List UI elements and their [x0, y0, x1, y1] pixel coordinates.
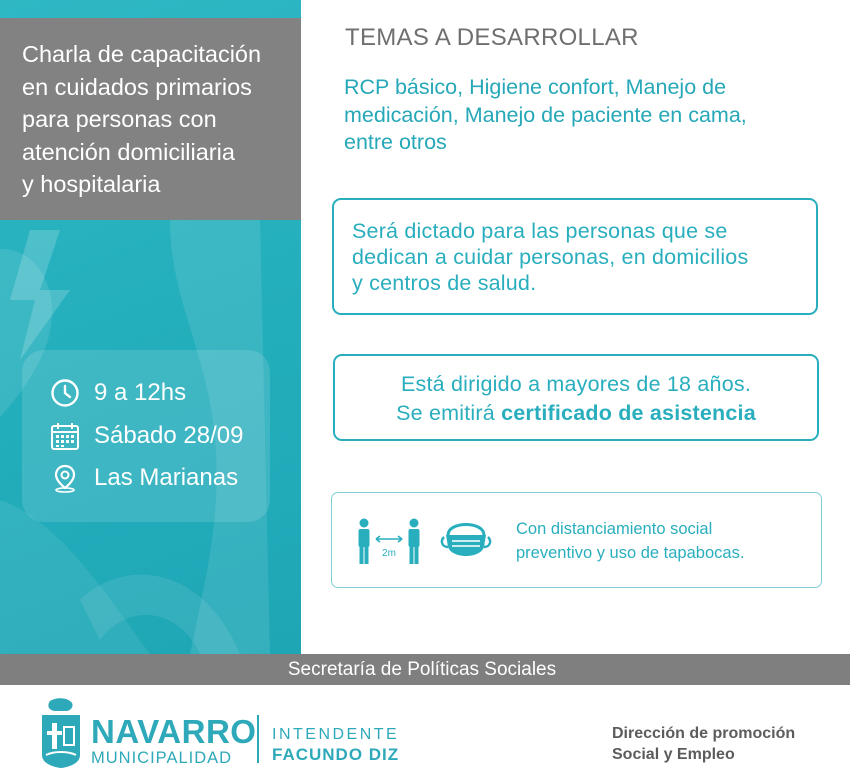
- audience-line: Será dictado para las personas que se: [352, 219, 728, 243]
- event-title-line: y hospitalaria: [22, 171, 161, 197]
- event-title-line: Charla de capacitación: [22, 41, 262, 67]
- requirements-certificate: [335, 399, 817, 428]
- event-time: [50, 378, 186, 408]
- safety-line: Con distanciamiento social: [516, 520, 713, 538]
- clock-icon: [50, 378, 80, 408]
- footer: [0, 685, 850, 768]
- topics-list: [344, 74, 747, 157]
- event-time-text: 9 a 12hs: [94, 379, 187, 406]
- safety-box: [331, 492, 822, 588]
- secretaria-band: Secretaría de Políticas Sociales: [0, 654, 850, 685]
- footer-divider: [257, 715, 259, 763]
- safety-message: [516, 517, 744, 565]
- certificate-prefix: Se emitirá: [396, 401, 502, 425]
- distance-label: 2m: [382, 548, 396, 559]
- brand-subtitle: MUNICIPALIDAD: [91, 749, 233, 767]
- event-location: [50, 463, 238, 493]
- event-title-line: para personas con: [22, 106, 217, 132]
- brand-name: NAVARRO: [91, 713, 257, 750]
- audience-line: y centros de salud.: [352, 271, 537, 295]
- direccion-name: [612, 723, 795, 765]
- map-pin-icon: [50, 463, 80, 493]
- intendente-label: INTENDENTE: [272, 726, 400, 743]
- intendente-name: FACUNDO DIZ: [272, 745, 400, 764]
- event-title: [0, 18, 301, 220]
- event-panel: [0, 0, 301, 654]
- event-title-line: atención domiciliaria: [22, 138, 235, 165]
- topics-line: medicación, Manejo de paciente en cama,: [344, 102, 747, 127]
- topics-line: RCP básico, Higiene confort, Manejo de: [344, 75, 727, 99]
- certificate-emphasis: certificado de asistencia: [501, 401, 756, 425]
- event-location-text: Las Marianas: [94, 464, 239, 491]
- calendar-icon: [50, 421, 80, 451]
- topics-heading: TEMAS A DESARROLLAR: [345, 24, 639, 51]
- requirements-box: [333, 354, 819, 441]
- requirements-age: Está dirigido a mayores de 18 años.: [400, 372, 751, 396]
- event-date-text: Sábado 28/09: [94, 422, 244, 449]
- event-title-line: en cuidados primarios: [22, 73, 252, 100]
- face-mask-icon: [440, 513, 492, 565]
- direccion-line: Social y Empleo: [612, 746, 735, 763]
- direccion-line: Dirección de promoción: [612, 725, 796, 742]
- social-distance-icon: [354, 517, 424, 567]
- audience-line: dedican a cuidar personas, en domicilios: [352, 245, 749, 269]
- municipality-crest-icon: [36, 697, 86, 768]
- safety-line: preventivo y uso de tapabocas.: [516, 544, 745, 562]
- topics-line: entre otros: [344, 130, 447, 154]
- event-date: [50, 421, 243, 451]
- audience-box: [332, 198, 818, 315]
